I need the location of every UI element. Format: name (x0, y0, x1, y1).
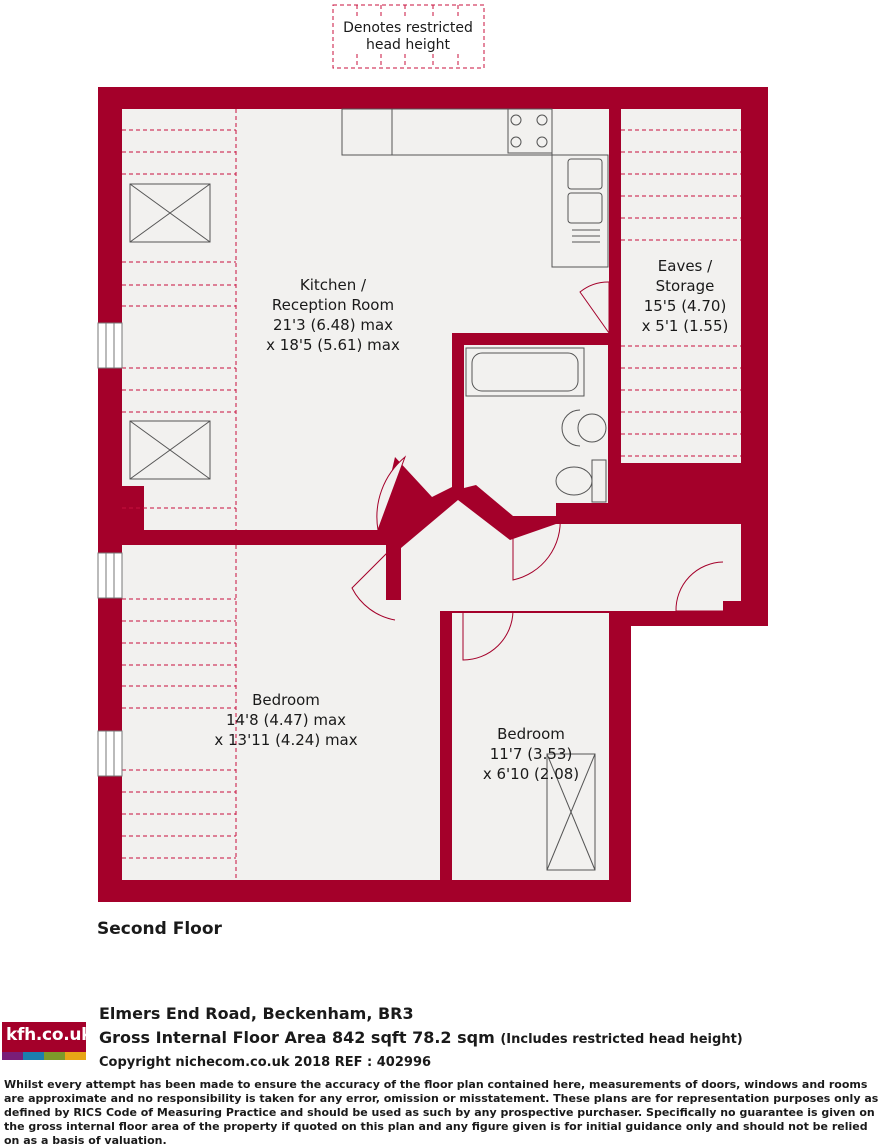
logo-text: kfh.co.uk (6, 1025, 93, 1045)
logo-bar-segment (65, 1052, 86, 1060)
logo-bar-segment (44, 1052, 65, 1060)
kfh-logo[interactable] (2, 1022, 93, 1060)
eaves-label-line-3: 15'5 (4.70) (643, 297, 727, 315)
bedroom1-label-line-1: Bedroom (252, 691, 320, 709)
gross-internal-area (99, 1028, 743, 1047)
bedroom1-label-line-2: 14'8 (4.47) max (225, 711, 347, 729)
eaves-label-line-2: Storage (655, 277, 715, 295)
kitchen-label-line-1: Kitchen / (299, 276, 367, 294)
bedroom2-label-line-2: 11'7 (3.53) (489, 745, 573, 763)
bedroom1-label-line-3: x 13'11 (4.24) max (214, 731, 358, 749)
disclaimer: Whilst every attempt has been made to ensure the accuracy of the floor plan contained here, measurements of doors, windows and rooms are approximate and no responsibility is taken for any error, omission or misstatement. These plans are for representation purposes only as defined by RICS Code of Measuring Practice and should be used as such by any prospective purchaser. Specifically no guarantee is given on the gross internal floor area of the property if quoted on this plan and any figure given is for initial guidance only and should not be relied on as a basis of valuation. (4, 1078, 879, 1147)
bedroom2-label-line-1: Bedroom (497, 725, 565, 743)
copyright: Copyright nichecom.co.uk 2018 REF : 402996 (99, 1055, 432, 1070)
kitchen-label-line-3: 21'3 (6.48) max (272, 316, 394, 334)
logo-bar-segment (23, 1052, 44, 1060)
eaves-label-line-1: Eaves / (657, 257, 713, 275)
floor-label: Second Floor (97, 919, 222, 939)
logo-bar-segment (2, 1052, 23, 1060)
bathroom-floor (464, 345, 608, 516)
kitchen-label-line-4: x 18'5 (5.61) max (266, 336, 400, 354)
property-address: Elmers End Road, Beckenham, BR3 (99, 1004, 414, 1023)
bedroom2-label-line-3: x 6'10 (2.08) (482, 765, 580, 783)
kitchen-label-line-2: Reception Room (271, 296, 395, 314)
logo-color-bar (2, 1052, 86, 1060)
gia-note: (Includes restricted head height) (500, 1032, 743, 1047)
restricted-head-height-legend (333, 5, 484, 68)
eaves-label-line-4: x 5'1 (1.55) (641, 317, 729, 335)
gia-value: Gross Internal Floor Area 842 sqft 78.2 sqm (99, 1028, 495, 1047)
legend-line-1: Denotes restricted (343, 20, 473, 36)
legend-line-2: head height (365, 37, 451, 53)
